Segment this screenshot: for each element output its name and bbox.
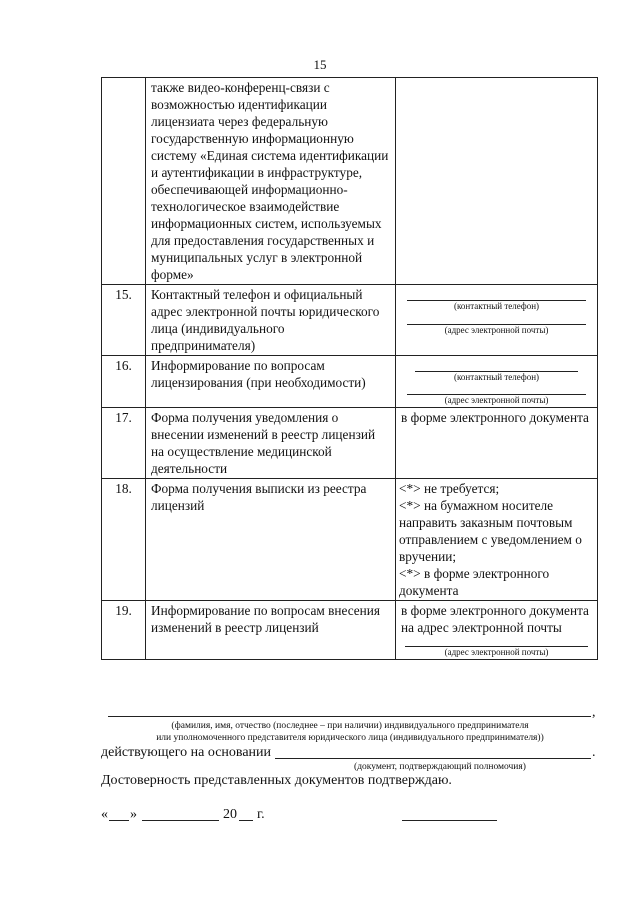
acting-basis-end: . <box>592 745 596 760</box>
date-year-suffix: г. <box>257 807 265 822</box>
row-value: в форме электронного документа <box>396 408 598 479</box>
email-caption: (адрес электронной почты) <box>444 325 549 335</box>
confirmation-text: Достоверность представленных документов подтверждаю. <box>101 773 452 788</box>
date-month-field[interactable] <box>142 820 219 821</box>
value-text: в форме электронного документа на адрес электронной почты <box>401 603 589 635</box>
basis-document-field[interactable] <box>275 758 591 759</box>
table-row <box>102 356 598 408</box>
application-table <box>101 77 598 660</box>
row-number: 19. <box>102 601 146 660</box>
email-field[interactable] <box>407 383 586 395</box>
row-description: также видео-конференц-связи с возможностью идентификации лицензиата через федеральную государственную информационную систему «Единая система идентификации и аутентификации в инфраструктуре, обеспечивающей информационно-технологическое взаимодействие информационных систем, используемых для предоставления государственных и муниципальных услуг в электронной форме» <box>146 78 396 285</box>
row-number: 17. <box>102 408 146 479</box>
email-caption: (адрес электронной почты) <box>444 647 549 657</box>
row-value <box>396 78 598 285</box>
signature-field[interactable] <box>402 820 497 821</box>
email-field[interactable] <box>405 636 588 647</box>
option-electronic[interactable]: <*> в форме электронного документа <box>399 566 550 598</box>
row-number: 18. <box>102 479 146 601</box>
row-description: Форма получения выписки из реестра лицензий <box>146 479 396 601</box>
row-number: 16. <box>102 356 146 408</box>
email-field[interactable] <box>407 312 586 325</box>
date-quote-open: « <box>101 807 108 822</box>
option-paper-mail[interactable]: <*> на бумажном носителе направить заказным почтовым отправлением с уведомлением о вручении; <box>399 498 582 564</box>
row-description: Информирование по вопросам лицензирования (при необходимости) <box>146 356 396 408</box>
row-value <box>396 285 598 356</box>
table-row <box>102 408 598 479</box>
phone-field[interactable] <box>415 357 578 372</box>
phone-caption: (контактный телефон) <box>453 372 540 382</box>
fio-caption-line-2: или уполномоченного представителя юридического лица (индивидуального предпринимателя)) <box>156 733 544 743</box>
table-row <box>102 479 598 601</box>
option-not-required[interactable]: <*> не требуется; <box>399 481 500 496</box>
date-day-field[interactable] <box>109 820 129 821</box>
fio-comma: , <box>592 705 596 720</box>
table-row <box>102 601 598 660</box>
page-number: 15 <box>313 57 327 72</box>
date-quote-close: » <box>130 807 137 822</box>
table-row <box>102 78 598 285</box>
email-caption: (адрес электронной почты) <box>444 395 549 405</box>
table-row <box>102 285 598 356</box>
row-value <box>396 356 598 408</box>
date-year-prefix: 20 <box>223 807 237 822</box>
row-number <box>102 78 146 285</box>
row-number: 15. <box>102 285 146 356</box>
phone-field[interactable] <box>407 286 586 301</box>
document-caption: (документ, подтверждающий полномочия) <box>354 762 526 772</box>
row-value <box>396 601 598 660</box>
row-description: Форма получения уведомления о внесении изменений в реестр лицензий на осуществление медицинской деятельности <box>146 408 396 479</box>
date-year-field[interactable] <box>239 820 253 821</box>
fio-caption-line-1: (фамилия, имя, отчество (последнее – при наличии) индивидуального предпринимателя <box>171 721 529 731</box>
fio-field[interactable] <box>108 716 591 717</box>
row-description: Контактный телефон и официальный адрес электронной почты юридического лица (индивидуального предпринимателя) <box>146 285 396 356</box>
acting-basis-label: действующего на основании <box>101 745 272 760</box>
row-value <box>396 479 598 601</box>
row-description: Информирование по вопросам внесения изменений в реестр лицензий <box>146 601 396 660</box>
phone-caption: (контактный телефон) <box>453 301 540 311</box>
